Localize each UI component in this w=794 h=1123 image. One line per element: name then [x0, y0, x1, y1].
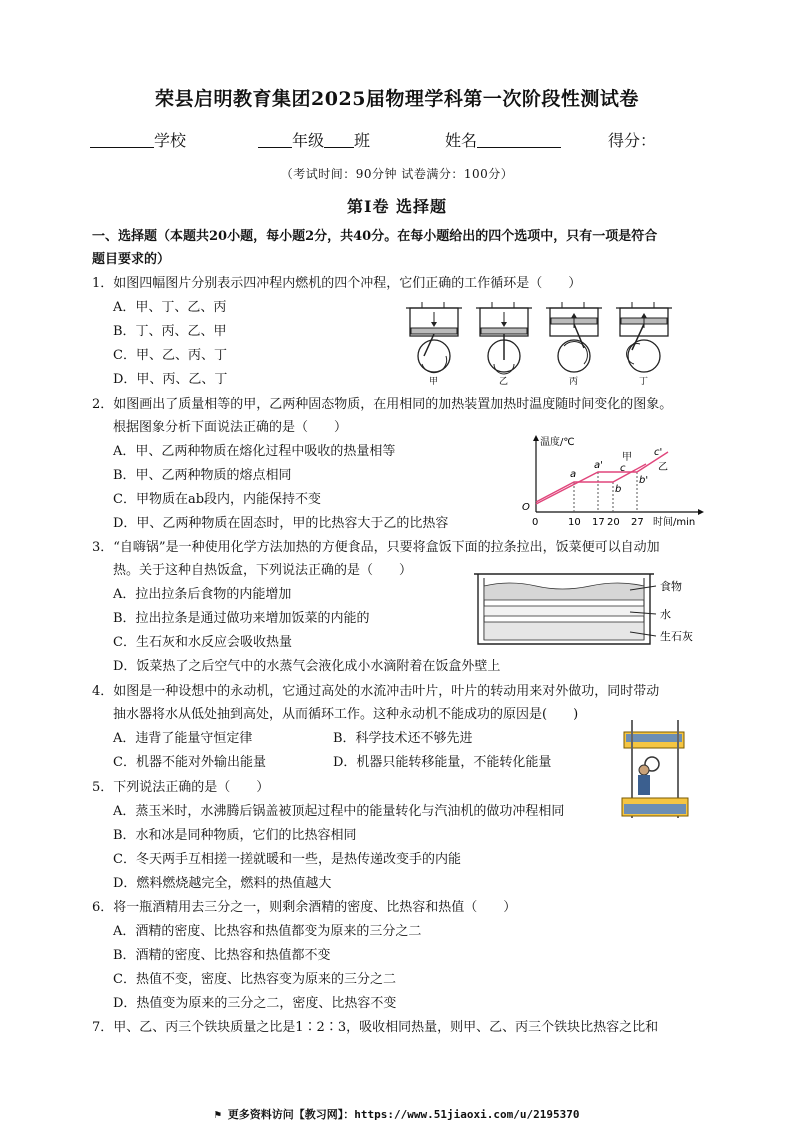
school-blank[interactable] — [90, 131, 154, 148]
engine-stroke-jia — [406, 302, 462, 387]
q1-option-d[interactable]: D．甲、丙、乙、丁 — [113, 372, 228, 387]
engine-stroke-bing — [546, 302, 602, 387]
student-info-row — [90, 128, 710, 152]
food-layer — [484, 583, 644, 600]
exam-title: 荣县启明教育集团2025届物理学科第一次阶段性测试卷 — [155, 88, 639, 110]
q6-option-d[interactable]: D．热值变为原来的三分之二，密度、比热容不变 — [113, 996, 397, 1011]
water-layer — [484, 606, 644, 616]
school-label: 学校 — [154, 131, 187, 150]
point-b-prime: b' — [639, 475, 649, 486]
label-yi: 乙 — [499, 377, 509, 387]
label-bing: 丙 — [569, 377, 579, 387]
self-heating-box-figure — [470, 570, 720, 650]
q4-option-b[interactable]: B．科学技术还不够先进 — [333, 731, 473, 746]
q1-option-c[interactable]: C．甲、乙、丙、丁 — [113, 348, 227, 363]
label-food: 食物 — [660, 580, 682, 593]
label-water: 水 — [660, 608, 671, 621]
q5-option-b[interactable]: B．水和冰是同种物质，它们的比热容相同 — [113, 828, 357, 843]
q3-option-a[interactable]: A．拉出拉条后食物的内能增加 — [113, 587, 292, 602]
tick-27: 27 — [631, 517, 644, 528]
series-yi-label: 乙 — [658, 462, 668, 473]
engine-stroke-ding — [616, 302, 672, 387]
perpetual-motion-figure — [618, 718, 702, 824]
series-jia-line — [536, 464, 649, 502]
flag-icon: ⚑ — [214, 1108, 228, 1121]
name-label: 姓名 — [445, 131, 478, 150]
q1-option-b[interactable]: B．丁、丙、乙、甲 — [113, 324, 227, 339]
name-blank[interactable] — [477, 131, 561, 148]
q2-option-c[interactable]: C．甲物质在ab段内，内能保持不变 — [113, 492, 322, 507]
q6-stem: 6．将一瓶酒精用去三分之一，则剩余酒精的密度、比热容和热值（ ） — [92, 900, 517, 915]
point-b: b — [615, 484, 622, 495]
q4-option-a[interactable]: A．违背了能量守恒定律 — [113, 731, 253, 746]
grade-label: 年级 — [292, 131, 325, 150]
q4-stem: 4．如图是一种设想中的永动机，它通过高处的水流冲击叶片，叶片的转动用来对外做功，同时带动 — [92, 684, 660, 699]
grade-class-field — [258, 128, 370, 151]
q4-option-c[interactable]: C．机器不能对外输出能量 — [113, 755, 266, 770]
engine-strokes-figure — [400, 298, 690, 390]
q3-stem: 3．“自嗨锅”是一种使用化学方法加热的方便食品，只要将盒饭下面的拉条拉出，饭菜便可以自动加 — [92, 540, 660, 555]
point-c-prime: c' — [654, 447, 663, 458]
origin-label: O — [522, 502, 530, 513]
q4-option-d[interactable]: D．机器只能转移能量，不能转化能量 — [333, 755, 552, 770]
q2-option-d[interactable]: D．甲、乙两种物质在固态时，甲的比热容大于乙的比热容 — [113, 516, 449, 531]
tick-20: 20 — [607, 517, 620, 528]
score-field: 得分： — [608, 131, 657, 150]
class-blank[interactable] — [324, 131, 354, 148]
name-field — [445, 128, 561, 151]
tick-0: 0 — [532, 517, 539, 528]
temperature-time-graph — [518, 432, 708, 532]
y-axis-label: 温度/℃ — [540, 437, 575, 448]
tick-10: 10 — [568, 517, 581, 528]
label-quicklime: 生石灰 — [660, 630, 693, 643]
point-c: c — [620, 463, 626, 474]
q3-option-d[interactable]: D．饭菜热了之后空气中的水蒸气会液化成小水滴附着在饭盒外壁上 — [113, 659, 501, 674]
q3-stem-cont: 热。关于这种自热饭盒，下列说法正确的是（ ） — [113, 563, 413, 578]
tick-17: 17 — [592, 517, 605, 528]
section-heading: 一、选择题（本题共20小题，每小题2分，共40分。在每小题给出的四个选项中，只有一项是符合 — [92, 229, 658, 244]
grade-blank[interactable] — [258, 131, 292, 148]
label-ding: 丁 — [639, 377, 649, 387]
q6-option-c[interactable]: C．热值不变，密度、比热容变为原来的三分之二 — [113, 972, 396, 987]
q5-option-a[interactable]: A．蒸玉米时，水沸腾后锅盖被顶起过程中的能量转化与汽油机的做功冲程相同 — [113, 804, 565, 819]
q4-stem-cont: 抽水器将水从低处抽到高处，从而循环工作。这种永动机不能成功的原因是( ) — [113, 707, 579, 722]
point-a-prime: a' — [594, 460, 603, 471]
q5-option-d[interactable]: D．燃料燃烧越完全，燃料的热值越大 — [113, 876, 332, 891]
school-field — [90, 128, 186, 151]
footer — [0, 1106, 794, 1122]
q2-option-b[interactable]: B．甲、乙两种物质的熔点相同 — [113, 468, 292, 483]
q3-option-c[interactable]: C．生石灰和水反应会吸收热量 — [113, 635, 292, 650]
q6-option-a[interactable]: A．酒精的密度、比热容和热值都变为原来的三分之二 — [113, 924, 422, 939]
q3-option-b[interactable]: B．拉出拉条是通过做功来增加饭菜的内能的 — [113, 611, 370, 626]
q5-stem: 5．下列说法正确的是（ ） — [92, 780, 270, 795]
label-jia: 甲 — [429, 377, 439, 387]
engine-stroke-yi — [476, 302, 532, 387]
q2-stem: 2．如图画出了质量相等的甲，乙两种固态物质，在用相同的加热装置加热时温度随时间变化的图象。 — [92, 397, 673, 412]
q6-option-b[interactable]: B．酒精的密度、比热容和热值都不变 — [113, 948, 331, 963]
q1-stem: 1．如图四幅图片分别表示四冲程内燃机的四个冲程，它们正确的工作循环是（ ） — [92, 276, 582, 291]
part-title: 第Ⅰ卷 选择题 — [346, 197, 448, 216]
exam-time-info: （考试时间：90分钟 试卷满分：100分） — [280, 167, 514, 181]
section-heading-cont: 题目要求的） — [92, 252, 171, 267]
q5-option-c[interactable]: C．冬天两手互相搓一搓就暖和一些，是热传递改变手的内能 — [113, 852, 461, 867]
x-axis-label: 时间/min — [653, 517, 696, 528]
q7-stem: 7．甲、乙、丙三个铁块质量之比是1∶2∶3，吸收相同热量，则甲、乙、丙三个铁块比热容之比和 — [92, 1020, 659, 1035]
person-icon — [639, 765, 649, 775]
class-label: 班 — [354, 131, 371, 150]
quicklime-layer — [484, 622, 644, 640]
point-a: a — [570, 469, 577, 480]
series-jia-label: 甲 — [622, 452, 632, 463]
q2-stem-cont: 根据图象分析下面说法正确的是（ ） — [113, 420, 348, 435]
q2-option-a[interactable]: A．甲、乙两种物质在熔化过程中吸收的热量相等 — [113, 444, 396, 459]
q1-option-a[interactable]: A．甲、丁、乙、丙 — [113, 300, 227, 315]
footer-link[interactable]: 更多资料访问【教习网】：https://www.51jiaoxi.com/u/2195370 — [227, 1108, 580, 1121]
